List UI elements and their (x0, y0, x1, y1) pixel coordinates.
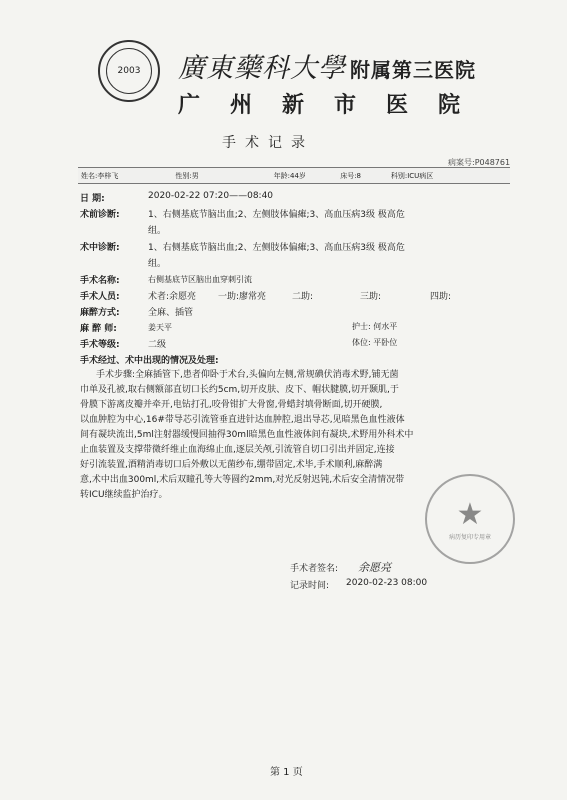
first-assistant: 一助:廖常亮 (218, 292, 267, 302)
process-line-7: 好引流装置,酒精消毒切口后外敷以无菌纱布,绷带固定,术毕,手术顺利,麻醉满 (80, 460, 383, 470)
star-icon: ★ (456, 497, 484, 532)
second-assistant: 二助: (292, 292, 314, 302)
surgery-grade-label: 手术等级: (80, 340, 120, 350)
record-time-label: 记录时间: (290, 581, 330, 591)
process-line-3: 骨膜下游离皮瓣并牵开,电钻打孔,咬骨钳扩大骨窗,骨蜡封填骨断面,切开硬膜, (80, 400, 383, 410)
official-seal-stamp (425, 474, 515, 564)
hospital-name: 广州新市医院 (178, 93, 491, 118)
anesthesia-method-value: 全麻、插管 (148, 308, 194, 318)
surgery-grade-value: 二级 (148, 340, 167, 350)
third-assistant: 三助: (360, 292, 382, 302)
surgeon-signature-label: 手术者签名: (290, 564, 339, 574)
process-line-8: 意,术中出血300ml,术后双瞳孔等大等圆约2mm,对光反射迟钝,术后安全清情况带 (80, 475, 405, 485)
intra-op-diagnosis-line1: 1、右侧基底节脑出血;2、左侧肢体偏瘫;3、高血压病3级 极高危 (148, 243, 405, 253)
stamp-text: 病历复印专用章 (448, 534, 491, 541)
patient-name: 姓名:李梓飞 (81, 171, 119, 180)
pre-op-diagnosis-label: 术前诊断: (80, 210, 120, 220)
anesthesia-method-label: 麻醉方式: (80, 308, 120, 318)
patient-age: 年龄:44岁 (273, 171, 306, 180)
date-value: 2020-02-22 07:20——08:40 (148, 191, 274, 201)
intra-op-diagnosis-line2: 组。 (148, 259, 167, 269)
patient-bed: 床号:8 (340, 171, 362, 180)
date-label: 日 期: (80, 194, 105, 204)
process-line-2: 巾单及孔被,取右侧额部直切口长约5cm,切开皮肤、皮下、帽状腱膜,切开颞肌,于 (80, 385, 399, 395)
university-name: 廣東藥科大學 (178, 53, 346, 84)
surgical-staff-label: 手术人员: (80, 292, 120, 302)
nurse: 护士: 何水平 (352, 322, 398, 331)
process-line-5: 间有凝块流出,5ml注射器缓慢回抽得30ml暗黑色血性液体间有凝块,术野用外科术中 (80, 430, 414, 440)
pre-op-diagnosis-line1: 1、右侧基底节脑出血;2、左侧肢体偏瘫;3、高血压病3级 极高危 (148, 210, 405, 220)
patient-sex: 性别:男 (175, 171, 199, 180)
document-title: 手术记录 (222, 135, 314, 151)
anesthetist-label: 麻 醉 师: (80, 324, 117, 334)
process-line-9: 转ICU继续监护治疗。 (80, 490, 168, 500)
surgeon-signature-value: 余愿亮 (358, 561, 391, 574)
process-line-4: 以血肿腔为中心,16#带导芯引流管垂直进针达血肿腔,退出导芯,见暗黑色血性液体 (80, 415, 405, 425)
surgeon: 术者:余愿亮 (148, 292, 197, 302)
surgery-process-heading: 手术经过、术中出现的情况及处理: (80, 356, 219, 366)
operation-name-label: 手术名称: (80, 276, 120, 286)
process-line-1: 手术步骤:全麻插管下,患者仰卧于术台,头偏向左侧,常规碘伏消毒术野,铺无菌 (96, 370, 399, 380)
page-number: 第 1 页 (270, 767, 303, 778)
affiliate-hospital-name: 附属第三医院 (350, 58, 476, 82)
patient-info-row (78, 167, 510, 184)
fourth-assistant: 四助: (430, 292, 452, 302)
patient-position: 体位: 平卧位 (352, 338, 398, 347)
record-time-value: 2020-02-23 08:00 (346, 578, 428, 588)
patient-dept: 科别:ICU病区 (390, 171, 434, 180)
pre-op-diagnosis-line2: 组。 (148, 226, 167, 236)
operation-name-value: 右侧基底节区脑出血穿刺引流 (148, 275, 252, 284)
intra-op-diagnosis-label: 术中诊断: (80, 243, 120, 253)
case-number: 病案号:P048761 (448, 158, 511, 167)
hospital-logo (98, 40, 160, 102)
anesthetist-value: 姜天平 (148, 323, 172, 332)
logo-year: 2003 (117, 66, 141, 76)
process-line-6: 止血装置及支撑带微纤维止血海绵止血,逐层关颅,引流管自切口引出并固定,连接 (80, 445, 395, 455)
